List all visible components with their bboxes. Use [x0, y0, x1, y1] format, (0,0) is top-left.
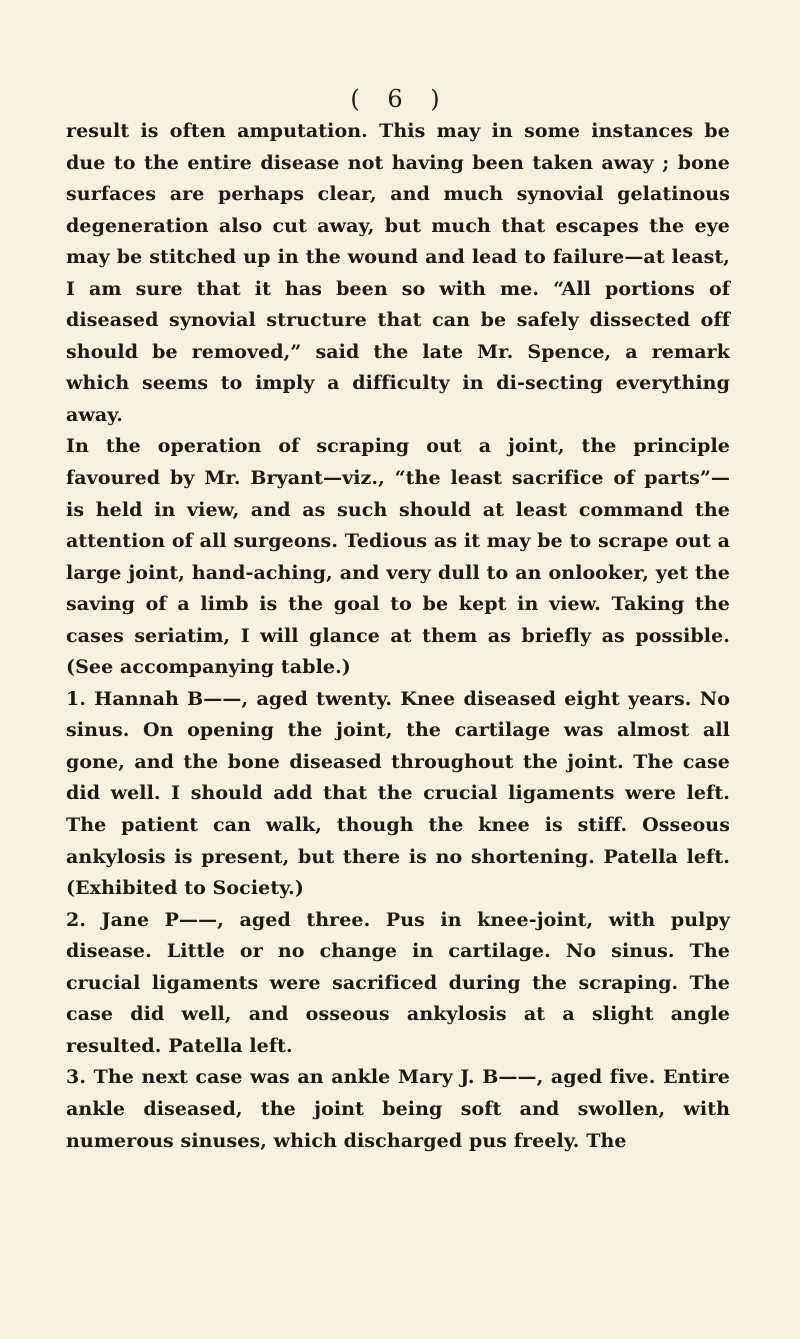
paragraph-case-2: 2. Jane P——, aged three. Pus in knee-joint, with pulpy disease. Little or no change in cartilage. No sinus. The crucial ligaments were sacrificed during the scraping. The case did well, and osseous ankylosis at a slight angle resulted. Patella left. — [66, 908, 730, 1057]
body-text — [66, 116, 730, 1157]
page-number: ( 6 ) — [350, 85, 450, 113]
paragraph-case-3: 3. The next case was an ankle Mary J. B——, aged five. Entire ankle diseased, the joint being soft and swollen, with numerous sinuses, which discharged pus freely. The — [66, 1066, 730, 1152]
paragraph-1: result is often amputation. This may in some instances be due to the entire disease not having been taken away ; bone surfaces are perhaps clear, and much synovial gelatinous degeneration also cut away, but much that escapes the eye may be stitched up in the wound and lead to failure—at least, I am sure that it has been so with me. “All portions of diseased synovial structure that can be safely dissected off should be removed,” said the late Mr. Spence, a remark which seems to imply a difficulty in di-secting everything away. — [66, 120, 730, 426]
paragraph-2: In the operation of scraping out a joint, the principle favoured by Mr. Bryant—viz., “the least sacrifice of parts”— is held in view, and as such should at least command the attention of all surgeons. Tedious as it may be to scrape out a large joint, hand-aching, and very dull to an onlooker, yet the saving of a limb is the goal to be kept in view. Taking the cases seriatim, I will glance at them as briefly as possible. (See accompanying table.) — [66, 435, 730, 679]
paragraph-case-1: 1. Hannah B——, aged twenty. Knee diseased eight years. No sinus. On opening the joint, the cartilage was almost all gone, and the bone diseased throughout the joint. The case did well. I should add that the crucial ligaments were left. The patient can walk, though the knee is stiff. Osseous ankylosis is present, but there is no shortening. Patella left. (Exhibited to Society.) — [66, 687, 730, 900]
